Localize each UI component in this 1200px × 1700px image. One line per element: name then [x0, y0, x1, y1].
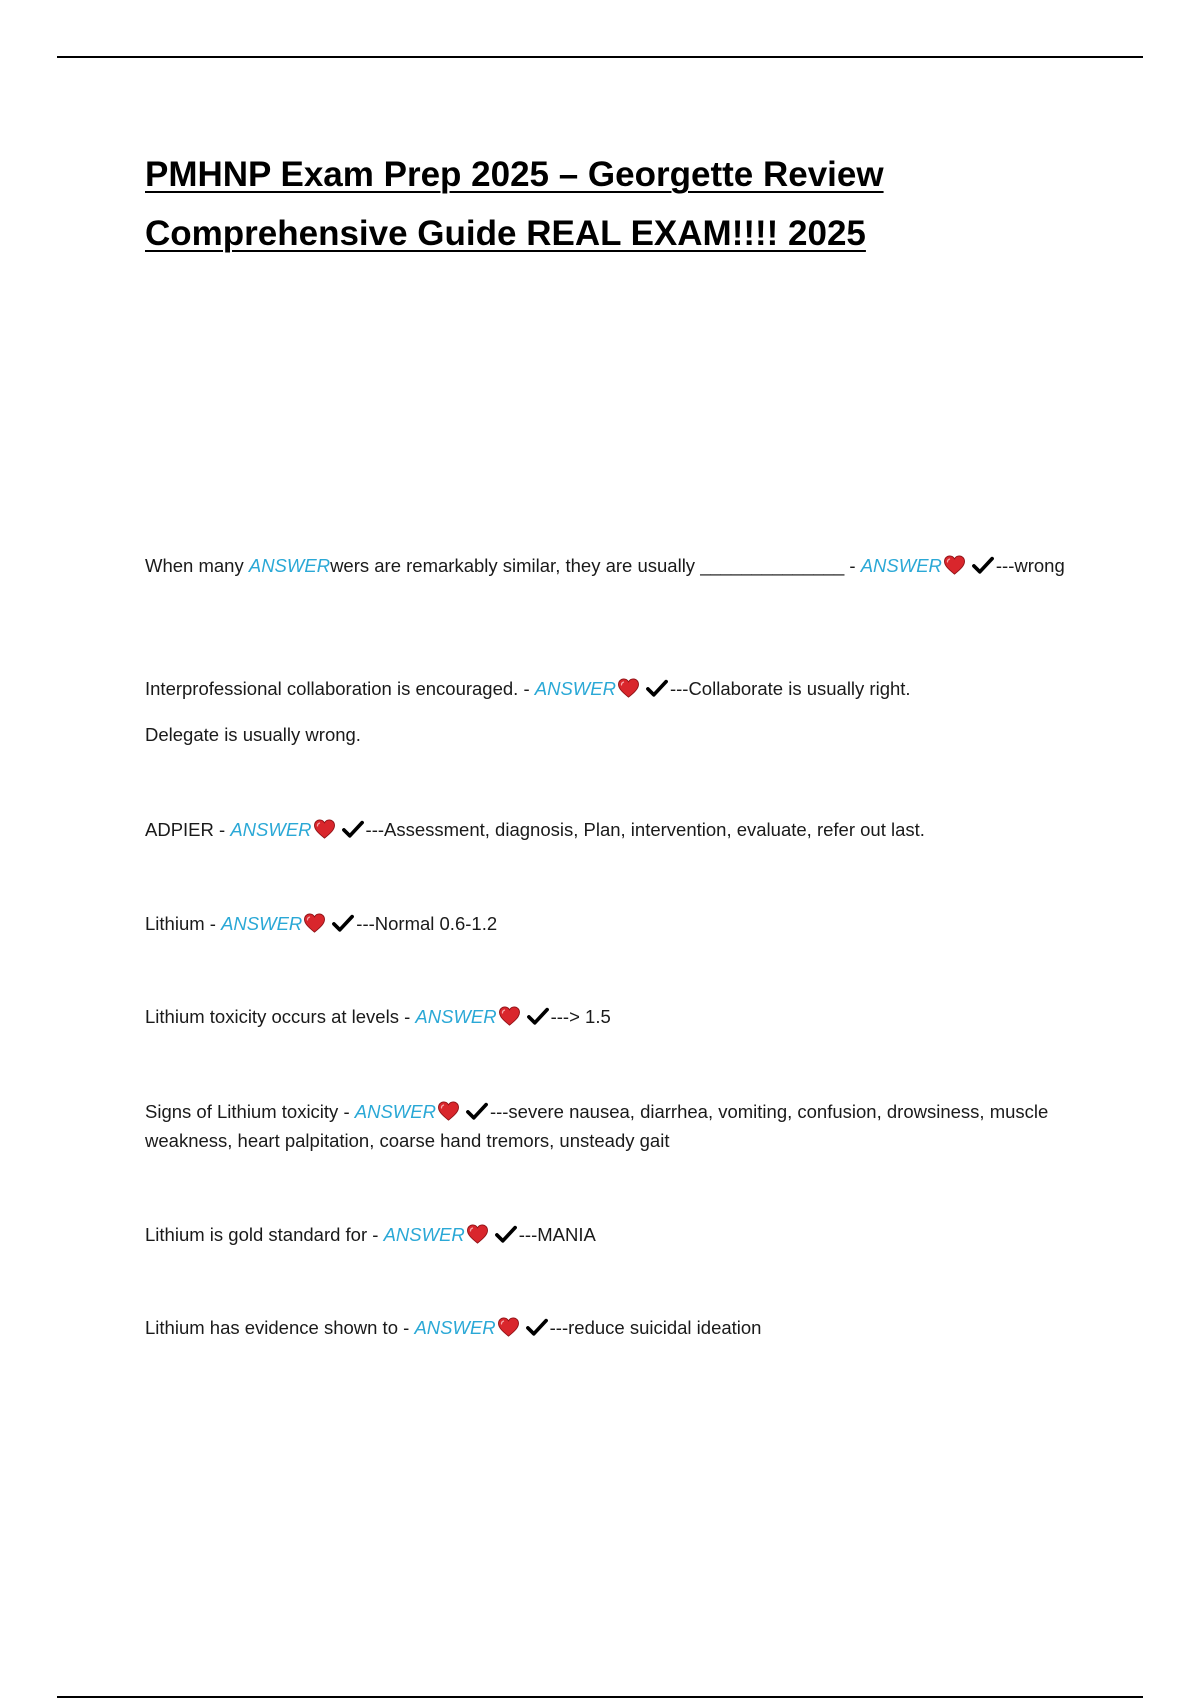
answer-label: ANSWER — [860, 555, 942, 576]
qa-item — [145, 1313, 1085, 1342]
qa-line — [145, 815, 1085, 844]
red-heart-icon — [617, 678, 640, 698]
answer-continuation: Delegate is usually wrong. — [145, 724, 361, 745]
qa-line — [145, 551, 1085, 580]
qa-item — [145, 551, 1085, 580]
question-text: wers are remarkably similar, they are usually ______________ - — [330, 555, 861, 576]
red-heart-icon — [313, 819, 336, 839]
answer-label: ANSWER — [221, 913, 303, 934]
inline-answer-label: ANSWER — [248, 555, 331, 576]
qa-line — [145, 909, 1085, 938]
qa-line — [145, 1097, 1085, 1155]
qa-item — [145, 674, 1085, 749]
question-text: Lithium has evidence shown to - — [145, 1317, 415, 1338]
check-mark-icon — [466, 1101, 488, 1121]
answer-label: ANSWER — [383, 1224, 465, 1245]
qa-item — [145, 815, 1085, 844]
check-mark-icon — [342, 819, 364, 839]
red-heart-icon — [466, 1224, 489, 1244]
answer-text: ---Normal 0.6-1.2 — [356, 913, 498, 934]
page-title — [145, 145, 1085, 263]
red-heart-icon — [943, 555, 966, 575]
bottom-rule — [57, 1696, 1143, 1698]
question-text: Interprofessional collaboration is encouraged. - — [145, 678, 535, 699]
check-mark-icon — [332, 913, 354, 933]
red-heart-icon — [497, 1317, 520, 1337]
question-prefix: When many — [145, 555, 249, 576]
question-text: Signs of Lithium toxicity - — [145, 1101, 355, 1122]
top-rule — [57, 56, 1143, 58]
check-mark-icon — [646, 678, 668, 698]
title-line-1: PMHNP Exam Prep 2025 – Georgette Review — [145, 155, 884, 194]
qa-line — [145, 1220, 1085, 1249]
check-mark-icon — [495, 1224, 517, 1244]
question-text: Lithium - — [145, 913, 222, 934]
answer-text: ---Assessment, diagnosis, Plan, intervention, evaluate, refer out last. — [365, 819, 925, 840]
check-mark-icon — [527, 1006, 549, 1026]
question-text: Lithium is gold standard for - — [145, 1224, 384, 1245]
red-heart-icon — [437, 1101, 460, 1121]
answer-text: ---Collaborate is usually right. — [669, 678, 911, 699]
answer-text: ---severe nausea, diarrhea, vomiting, confusion, drowsiness, muscle weakness, heart palpitation, coarse hand tremors, unsteady gait — [145, 1101, 1049, 1151]
question-text: ADPIER - — [145, 819, 231, 840]
answer-label: ANSWER — [230, 819, 312, 840]
answer-label: ANSWER — [354, 1101, 436, 1122]
answer-text: ---> 1.5 — [550, 1006, 611, 1027]
red-heart-icon — [498, 1006, 521, 1026]
red-heart-icon — [303, 913, 326, 933]
question-text: Lithium toxicity occurs at levels - — [145, 1006, 416, 1027]
qa-item — [145, 1002, 1085, 1031]
answer-label: ANSWER — [534, 678, 616, 699]
answer-label: ANSWER — [415, 1006, 497, 1027]
answer-text: ---MANIA — [518, 1224, 596, 1245]
qa-item — [145, 1220, 1085, 1249]
check-mark-icon — [526, 1317, 548, 1337]
title-line-2: Comprehensive Guide REAL EXAM!!!! 2025 — [145, 214, 866, 253]
qa-item — [145, 1097, 1085, 1155]
qa-line — [145, 674, 1085, 703]
answer-text: ---wrong — [995, 555, 1065, 576]
answer-label: ANSWER — [414, 1317, 496, 1338]
qa-item — [145, 909, 1085, 938]
answer-text: ---reduce suicidal ideation — [549, 1317, 762, 1338]
qa-line — [145, 1002, 1085, 1031]
qa-line — [145, 1313, 1085, 1342]
check-mark-icon — [972, 555, 994, 575]
